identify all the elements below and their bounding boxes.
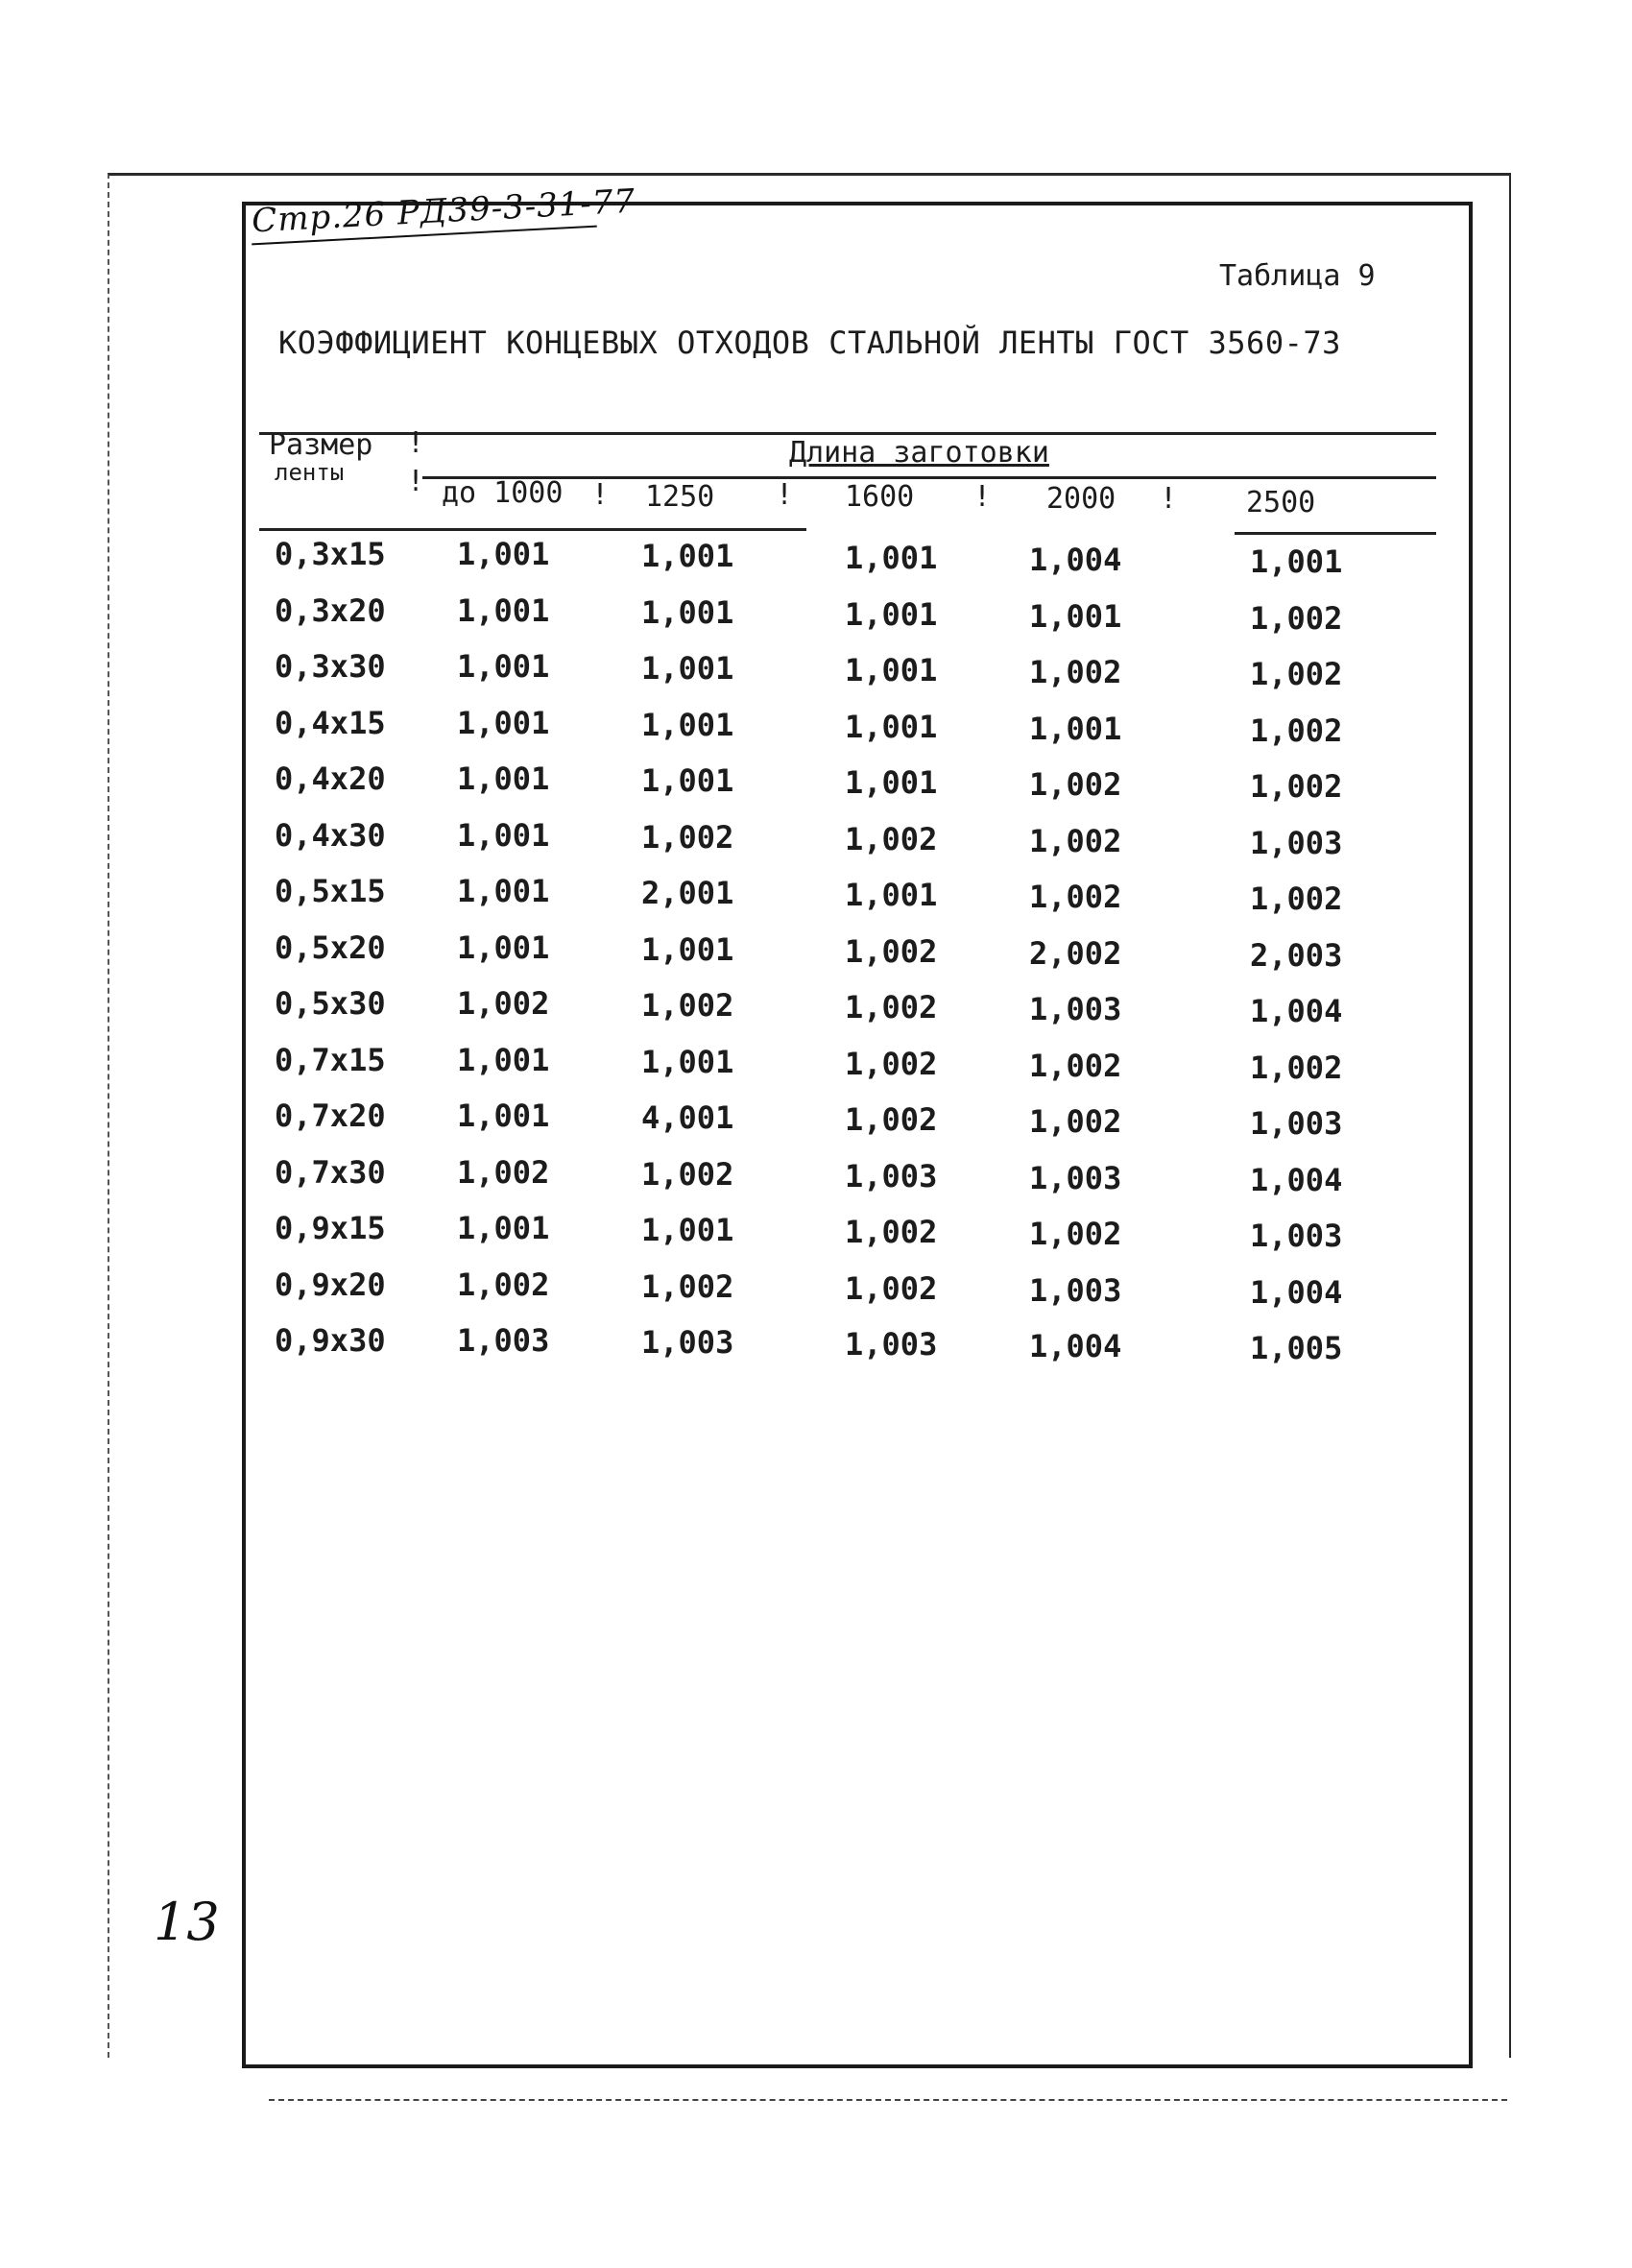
coefficient-cell: 1,002	[845, 932, 938, 970]
coefficient-cell: 1,001	[845, 764, 938, 801]
table-row	[0, 873, 1632, 929]
coefficient-cell: 1,002	[1250, 1049, 1343, 1086]
column-header: до 1000	[442, 476, 564, 510]
size-cell: 0,5x30	[275, 985, 386, 1022]
coefficient-cell: 1,003	[457, 1322, 550, 1359]
coefficient-cell: 1,001	[1029, 710, 1122, 747]
coefficient-cell: 1,001	[1250, 543, 1343, 580]
coefficient-cell: 1,003	[845, 1157, 938, 1194]
table-row	[0, 1210, 1632, 1266]
size-cell: 0,9x15	[275, 1210, 386, 1246]
table-row	[0, 1154, 1632, 1210]
size-column-header-line2: ленты	[275, 459, 345, 486]
coefficient-cell: 1,002	[1029, 1047, 1122, 1084]
table-row	[0, 648, 1632, 704]
coefficient-cell: 1,001	[457, 1098, 550, 1134]
coefficient-cell: 1,001	[457, 816, 550, 854]
column-header: 1600	[845, 480, 915, 514]
coefficient-cell: 4,001	[641, 1099, 734, 1136]
column-header: 2500	[1246, 486, 1316, 519]
coefficient-cell: 1,001	[641, 762, 734, 799]
coefficient-cell: 1,003	[1029, 1159, 1122, 1196]
header-bottom-rule	[1235, 532, 1436, 535]
coefficient-cell: 1,002	[1029, 1103, 1122, 1140]
size-cell: 0,4x20	[275, 760, 386, 797]
coefficient-cell: 1,004	[1029, 542, 1122, 578]
coefficient-cell: 2,002	[1029, 934, 1122, 972]
coefficient-cell: 1,004	[1250, 993, 1343, 1029]
coefficient-cell: 2,003	[1250, 936, 1343, 974]
header-top-rule	[259, 432, 1436, 435]
table-row	[0, 705, 1632, 760]
coefficient-cell: 1,002	[845, 820, 938, 857]
document-stamp: Стр.26 РД39-3-31-77	[251, 181, 637, 241]
coefficient-cell: 1,001	[457, 648, 550, 685]
coefficient-cell: 1,003	[1029, 1271, 1122, 1309]
coefficient-cell: 1,001	[845, 540, 938, 576]
size-cell: 0,7x20	[275, 1098, 386, 1134]
coefficient-cell: 1,003	[1250, 1218, 1343, 1254]
header-bottom-rule	[259, 528, 806, 531]
coefficient-cell: 1,001	[641, 593, 734, 631]
coefficient-cell: 1,001	[457, 704, 550, 741]
coefficient-cell: 1,002	[457, 1266, 550, 1303]
coefficient-cell: 1,002	[845, 1101, 938, 1138]
coefficient-cell: 1,001	[641, 930, 734, 968]
coefficient-cell: 1,001	[641, 1043, 734, 1080]
coefficient-cell: 1,001	[1029, 597, 1122, 635]
size-cell: 0,9x30	[275, 1322, 386, 1359]
coefficient-cell: 1,002	[1250, 656, 1343, 692]
size-column-header-line1: Размер	[269, 428, 373, 462]
header-separator: !	[776, 478, 794, 512]
coefficient-cell: 2,001	[641, 875, 734, 911]
coefficient-cell: 1,001	[641, 706, 734, 743]
coefficient-cell: 1,002	[845, 1269, 938, 1307]
size-cell: 0,3x30	[275, 648, 386, 685]
size-cell: 0,3x20	[275, 591, 386, 629]
table-number: Таблица 9	[1219, 259, 1376, 293]
size-cell: 0,4x15	[275, 704, 386, 741]
header-separator: !	[407, 426, 425, 460]
column-header: 2000	[1046, 482, 1116, 516]
coefficient-cell: 1,002	[1250, 768, 1343, 805]
table-row	[0, 1322, 1632, 1378]
coefficient-cell: 1,003	[1029, 991, 1122, 1027]
table-row	[0, 760, 1632, 816]
coefficient-cell: 1,002	[1029, 879, 1122, 915]
coefficient-cell: 1,005	[1250, 1330, 1343, 1366]
coefficient-cell: 1,001	[457, 536, 550, 572]
coefficient-cell: 1,002	[1029, 766, 1122, 803]
coefficient-cell: 1,001	[457, 591, 550, 629]
coefficient-cell: 1,001	[457, 760, 550, 797]
coefficient-cell: 1,002	[845, 1045, 938, 1082]
table-row	[0, 1042, 1632, 1098]
coefficient-cell: 1,003	[1250, 1105, 1343, 1142]
header-separator: !	[1160, 482, 1178, 516]
coefficient-cell: 1,002	[641, 987, 734, 1024]
table-row	[0, 1098, 1632, 1153]
coefficient-cell: 1,002	[457, 1153, 550, 1191]
table-row	[0, 817, 1632, 873]
coefficient-cell: 1,002	[1250, 712, 1343, 749]
header-separator: !	[591, 478, 610, 512]
coefficient-cell: 1,002	[1250, 881, 1343, 917]
coefficient-cell: 1,002	[845, 1214, 938, 1250]
table-row	[0, 592, 1632, 648]
coefficient-cell: 1,002	[1029, 654, 1122, 690]
coefficient-cell: 1,001	[457, 1210, 550, 1246]
coefficient-cell: 1,001	[457, 1041, 550, 1078]
coefficient-cell: 1,002	[1250, 599, 1343, 637]
size-cell: 0,5x15	[275, 873, 386, 909]
size-cell: 0,5x20	[275, 929, 386, 966]
table-row	[0, 929, 1632, 985]
table-title: КОЭФФИЦИЕНТ КОНЦЕВЫХ ОТХОДОВ СТАЛЬНОЙ ЛЕНТЫ ГОСТ 3560-73	[278, 325, 1341, 361]
column-header: 1250	[645, 480, 715, 514]
size-cell: 0,3x15	[275, 536, 386, 572]
coefficient-cell: 1,002	[641, 818, 734, 856]
table-row	[0, 536, 1632, 591]
coefficient-cell: 1,002	[641, 1267, 734, 1305]
coefficient-cell: 1,003	[1250, 824, 1343, 861]
size-cell: 0,9x20	[275, 1266, 386, 1303]
table-row	[0, 1267, 1632, 1322]
coefficient-cell: 1,004	[1250, 1161, 1343, 1198]
size-cell: 0,4x30	[275, 816, 386, 854]
size-cell: 0,7x30	[275, 1153, 386, 1191]
coefficient-cell: 1,004	[1029, 1328, 1122, 1364]
coefficient-cell: 1,002	[1029, 1216, 1122, 1252]
coefficient-cell: 1,001	[641, 538, 734, 574]
group-header: Длина заготовки	[789, 436, 1049, 470]
coefficient-cell: 1,001	[845, 877, 938, 913]
size-cell: 0,7x15	[275, 1041, 386, 1078]
header-separator: !	[407, 465, 425, 498]
coefficient-cell: 1,001	[641, 1212, 734, 1248]
coefficient-cell: 1,003	[641, 1324, 734, 1361]
coefficient-cell: 1,001	[457, 873, 550, 909]
coefficient-cell: 1,001	[845, 595, 938, 633]
coefficient-cell: 1,001	[457, 929, 550, 966]
header-separator: !	[973, 480, 992, 514]
coefficient-cell: 1,001	[845, 708, 938, 745]
margin-page-number: 13	[154, 1892, 220, 1952]
header-mid-rule	[422, 476, 1436, 479]
coefficient-cell: 1,002	[845, 989, 938, 1025]
coefficient-cell: 1,004	[1250, 1273, 1343, 1311]
bottom-dashed-line	[269, 2099, 1507, 2101]
coefficient-cell: 1,001	[845, 652, 938, 688]
coefficient-cell: 1,002	[641, 1155, 734, 1193]
coefficient-cell: 1,001	[641, 650, 734, 687]
table-row	[0, 985, 1632, 1041]
coefficient-cell: 1,002	[1029, 822, 1122, 859]
coefficient-cell: 1,002	[457, 985, 550, 1022]
coefficient-cell: 1,003	[845, 1326, 938, 1363]
